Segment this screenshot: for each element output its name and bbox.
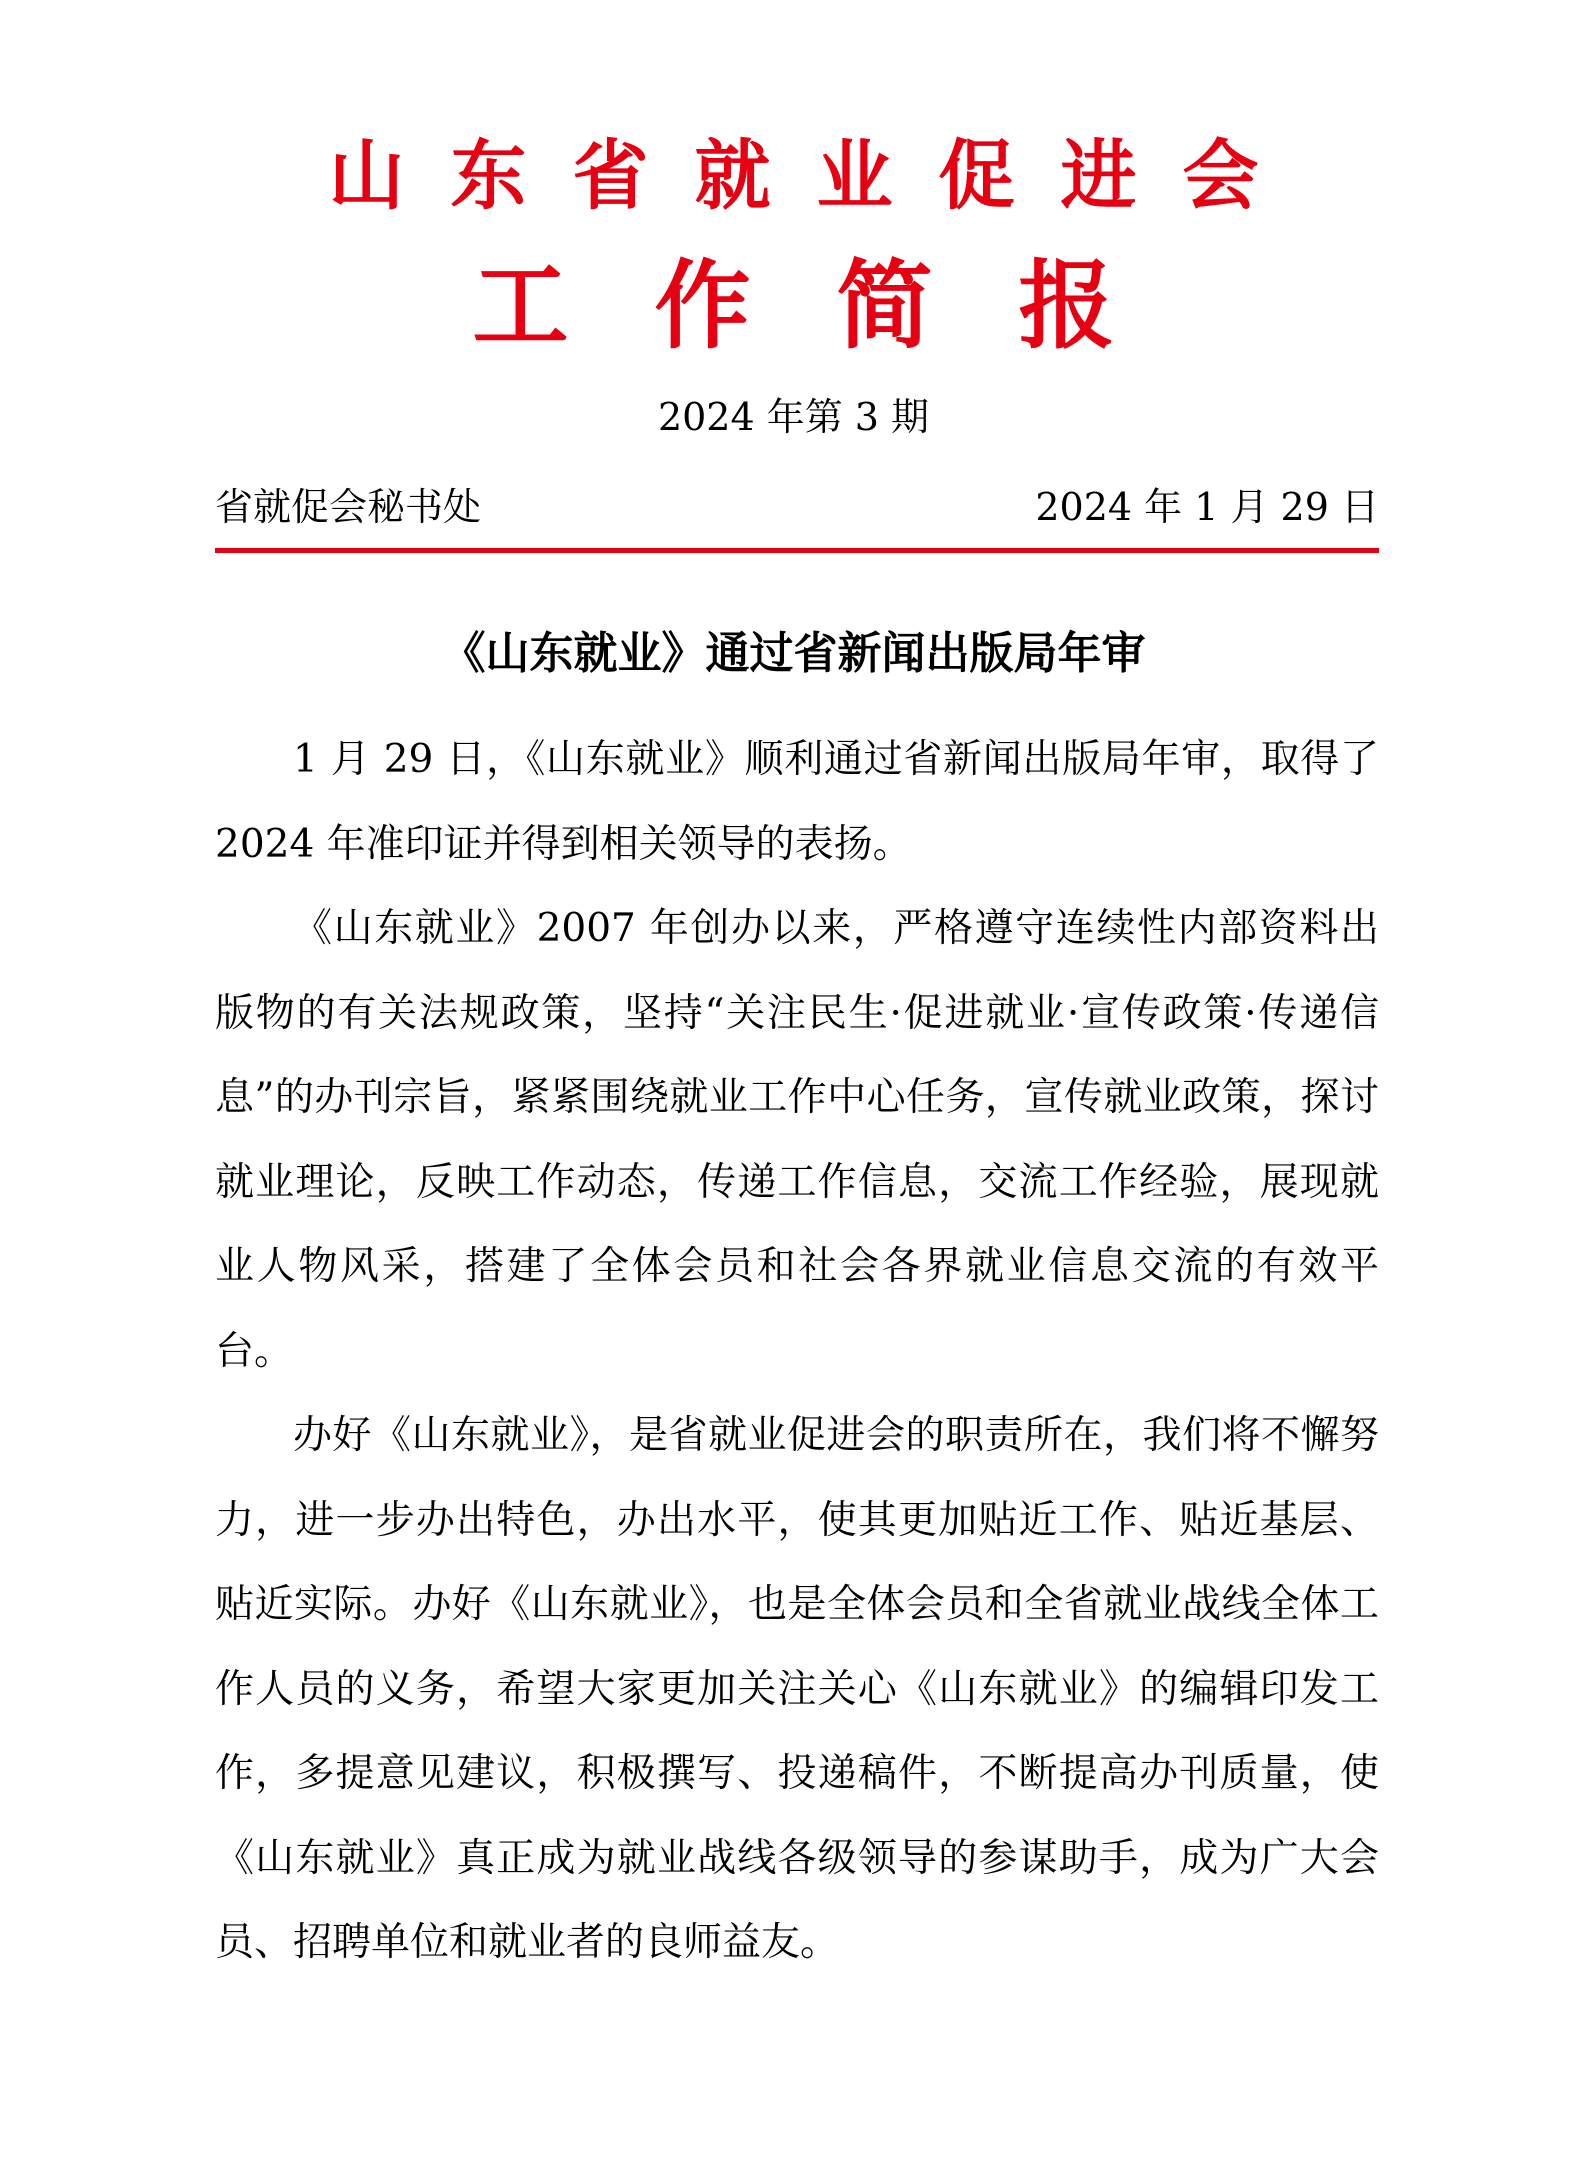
- article-body: [215, 718, 1379, 1986]
- masthead-publication: 工作简报: [472, 249, 1201, 362]
- article-title: 《山东就业》通过省新闻出版局年审: [441, 628, 1146, 679]
- masthead-organization: 山东省就业促进会: [328, 131, 1305, 220]
- issue-number: 2024 年第 3 期: [657, 395, 930, 439]
- issuer: 省就促会秘书处: [215, 485, 482, 529]
- article-paragraph: 办好《山东就业》，是省就业促进会的职责所在，我们将不懈努力，进一步办出特色，办出水平，使其更加贴近工作、贴近基层、贴近实际。办好《山东就业》，也是全体会员和全省就业战线全体工作人员的义务，希望大家更加关注关心《山东就业》的编辑印发工作，多提意见建议，积极撰写、投递稿件，不断提高办刊质量，使《山东就业》真正成为就业战线各级领导的参谋助手，成为广大会员、招聘单位和就业者的良师益友。: [215, 1413, 1379, 1965]
- article-paragraph: 《山东就业》2007 年创办以来，严格遵守连续性内部资料出版物的有关法规政策，坚持“关注民生·促进就业·宣传政策·传递信息”的办刊宗旨，紧紧围绕就业工作中心任务，宣传就业政策，探讨就业理论，反映工作动态，传递工作信息，交流工作经验，展现就业人物风采，搭建了全体会员和社会各界就业信息交流的有效平台。: [215, 906, 1379, 1374]
- issue-date: 2024 年 1 月 29 日: [1035, 485, 1379, 529]
- header-divider: [215, 548, 1379, 553]
- article-paragraph: 1 月 29 日，《山东就业》顺利通过省新闻出版局年审，取得了 2024 年准印证并得到相关领导的表扬。: [215, 737, 1379, 867]
